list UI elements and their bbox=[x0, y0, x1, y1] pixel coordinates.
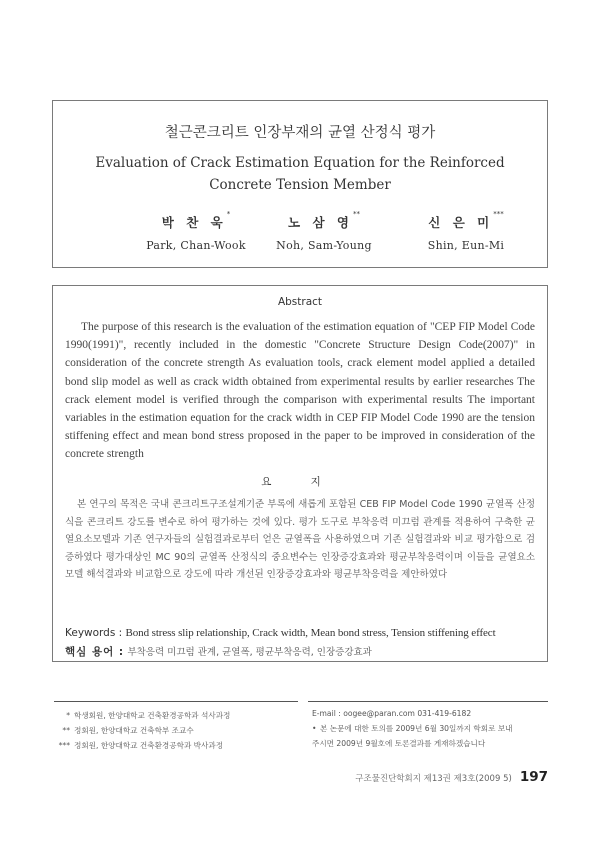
abstract-box bbox=[52, 285, 548, 662]
keywords-label: Keywords : bbox=[65, 627, 123, 639]
discussion-notice-line2: 주시면 2009년 9월호에 토론결과를 게재하겠습니다 bbox=[312, 739, 486, 748]
bullet-icon: • bbox=[312, 724, 317, 733]
author-3-name-kr: 신 은 미 bbox=[428, 215, 494, 230]
footnote-3 bbox=[54, 738, 298, 753]
journal-citation: 구조물진단학회지 제13권 제3호(2009 5) bbox=[355, 774, 512, 784]
footnote-1-text: 학생회원, 한양대학교 건축환경공학과 석사과정 bbox=[74, 711, 231, 720]
discussion-notice bbox=[312, 721, 548, 736]
author-1-name-en: Park, Chan-Wook bbox=[146, 239, 246, 252]
yoji-heading: 요 지 bbox=[261, 476, 339, 488]
title-english bbox=[73, 152, 527, 196]
footnote-1 bbox=[54, 708, 298, 723]
footnote-1-mark: * bbox=[66, 711, 70, 720]
footnote-3-text: 정회원, 한양대학교 건축환경공학과 박사과정 bbox=[74, 741, 224, 750]
title-korean: 철근콘크리트 인장부재의 균열 산정식 평가 bbox=[164, 125, 436, 141]
author-2 bbox=[249, 210, 399, 252]
keywords-value: Bond stress slip relationship, Crack width, Mean bond stress, Tension stiffening effect bbox=[125, 627, 496, 639]
author-2-name-en: Noh, Sam-Young bbox=[276, 239, 372, 252]
abstract-heading: Abstract bbox=[277, 296, 323, 308]
footnote-2 bbox=[54, 723, 298, 738]
keywords-label-kr: 핵심 용어 : bbox=[65, 646, 125, 658]
author-1-name-kr: 박 찬 욱 bbox=[161, 215, 227, 230]
footnote-2-mark: ** bbox=[62, 726, 70, 735]
author-3-mark: *** bbox=[493, 210, 504, 218]
contact-email: E-mail : oogee@paran.com 031-419-6182 bbox=[312, 709, 472, 718]
discussion-notice-line1: 본 논문에 대한 토의를 2009년 6월 30일까지 학회로 보내 bbox=[320, 724, 513, 733]
footnote-divider-right bbox=[308, 701, 548, 702]
author-3 bbox=[391, 210, 541, 252]
contact-notes bbox=[312, 706, 548, 751]
footnote-divider-left bbox=[54, 701, 298, 702]
title-english-line1: Evaluation of Crack Estimation Equation for the Reinforced bbox=[95, 155, 505, 171]
keywords-english bbox=[65, 627, 541, 639]
author-2-name-kr: 노 삼 영 bbox=[288, 215, 353, 230]
keywords-value-kr: 부착응력 미끄럼 관계, 균열폭, 평균부착응력, 인장증강효과 bbox=[127, 647, 372, 658]
title-box bbox=[52, 100, 548, 268]
footnote-3-mark: *** bbox=[58, 741, 70, 750]
author-1-mark: * bbox=[226, 210, 231, 218]
author-footnotes bbox=[54, 708, 298, 753]
author-3-name-en: Shin, Eun-Mi bbox=[427, 239, 505, 252]
yoji-text: 본 연구의 목적은 국내 콘크리트구조설계기준 부록에 새롭게 포함된 CEB FIP Model Code 1990 균열폭 산정식을 콘크리트 강도를 변수로 하여 평가하는 것에 있다. 평가 도구로 부착응력 미끄럼 관계를 적용하여 구축한 균열요소모델과 기존 연구자들의 실험결과로부터 얻은 균열폭을 사용하였으며 기존 실험결과와 비교 평가함으로 검증하였다 평가대상인 MC 90의 균열폭 산정식의 중요변수는 인장증강효과와 평균부착응력이며 이들을 균열요소모델 해석결과와 비교함으로 강도에 따라 개선된 인장증강효과와 평균부착응력을 제안하였다 bbox=[65, 499, 535, 581]
page-number: 197 bbox=[519, 769, 548, 785]
running-footer bbox=[355, 769, 548, 785]
keywords-korean bbox=[65, 644, 541, 659]
footnote-2-text: 정회원, 한양대학교 건축학부 조교수 bbox=[74, 726, 194, 735]
author-2-mark: ** bbox=[352, 210, 360, 218]
abstract-text: The purpose of this research is the evaluation of the estimation equation of "CEP FIP Model Code 1990(1991)", recently included in the domestic "Concrete Structure Design Code(2007)" in consideration of the concrete strength As evaluation tools, crack element model applied a detailed bond slip model as well as crack width obtained from experimental results by earlier researches The crack element model is verified through the comparison with experimental results The important variables in the estimation equation for the crack width in CEP FIP Model Code 1990 are the tension stiffening effect and mean bond stress proposed in the paper to be improved in consideration of the concrete strength bbox=[65, 321, 535, 461]
title-english-line2: Concrete Tension Member bbox=[209, 177, 391, 193]
